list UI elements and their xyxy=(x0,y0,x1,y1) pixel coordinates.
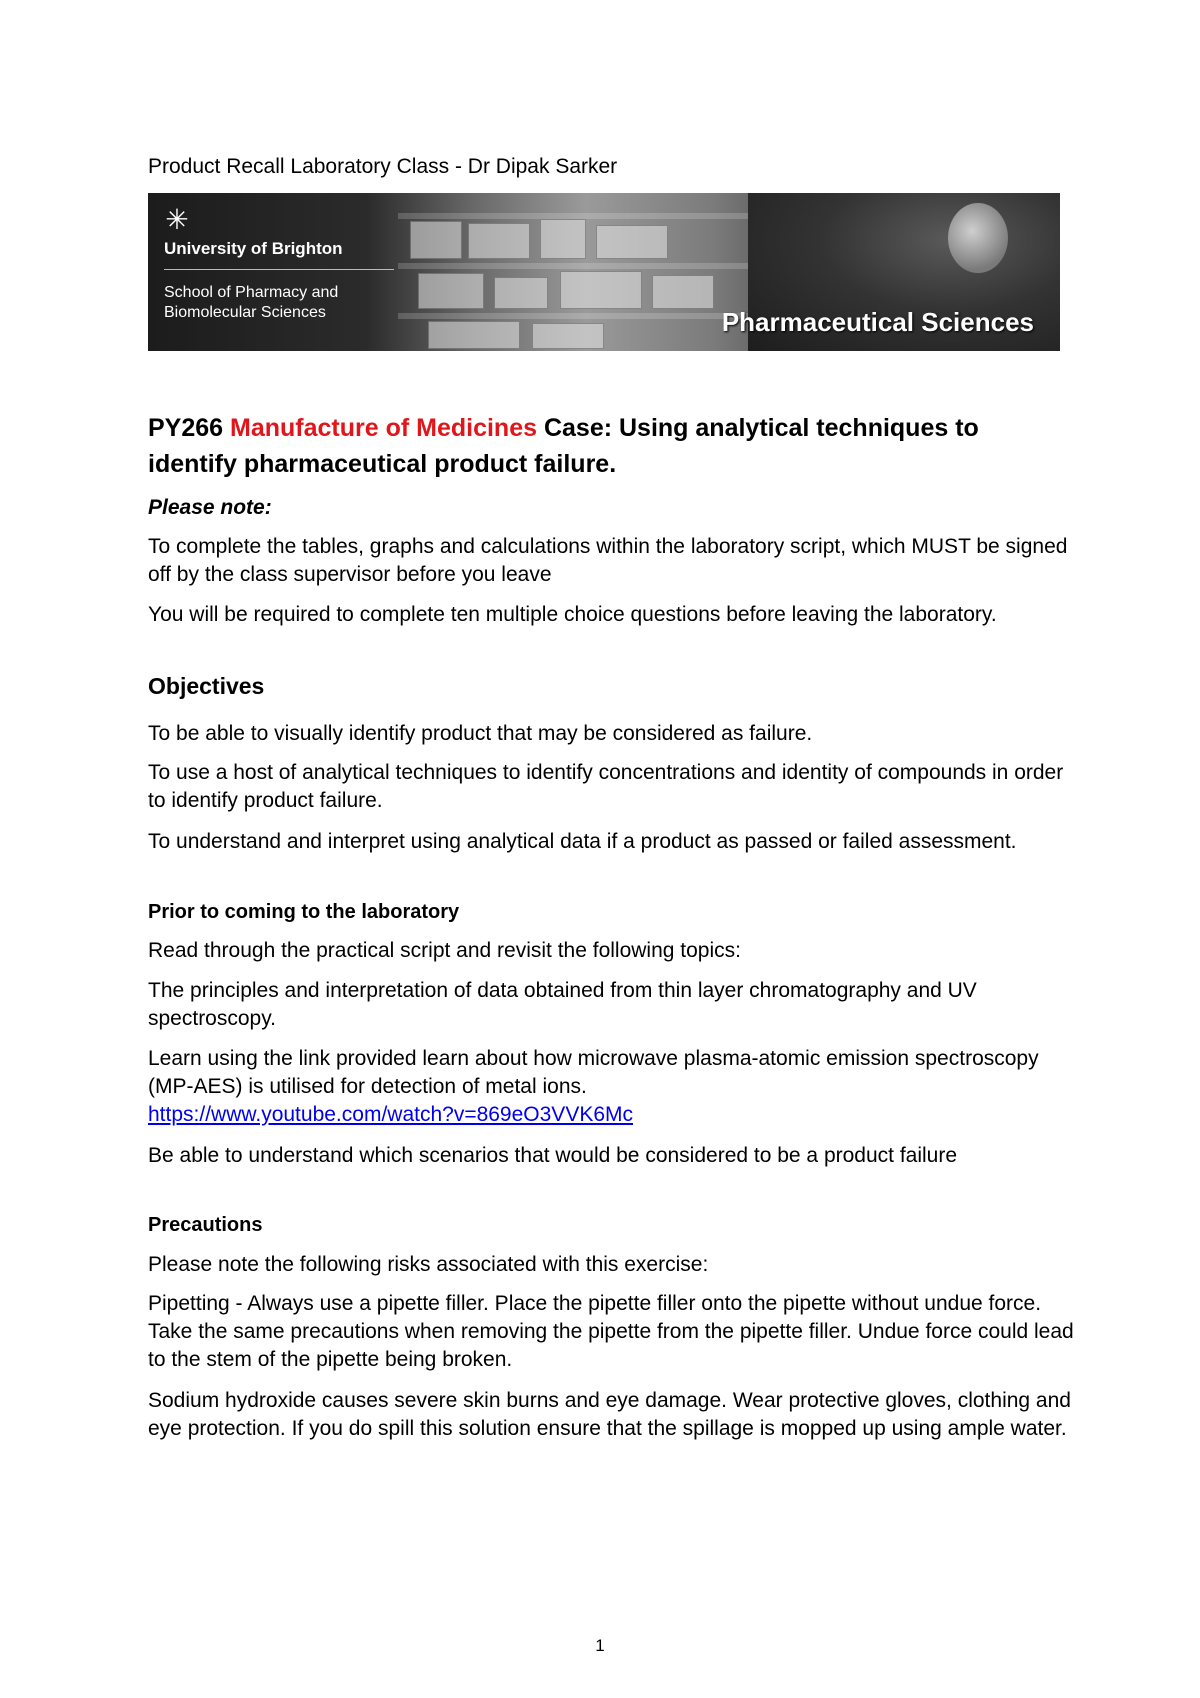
pharmacist-face xyxy=(948,203,1008,273)
objective-item: To use a host of analytical techniques to identify concentrations and identity of compounds in order to identify product failure. xyxy=(148,761,1064,812)
banner-divider xyxy=(164,269,394,270)
department-name: Pharmaceutical Sciences xyxy=(721,307,1034,337)
youtube-link[interactable]: https://www.youtube.com/watch?v=869eO3VVK6Mc xyxy=(148,1103,633,1126)
university-name: University of Brighton xyxy=(164,239,343,258)
objective-item: To be able to visually identify product that may be considered as failure. xyxy=(148,722,813,745)
prior-intro: Read through the practical script and revisit the following topics: xyxy=(148,939,741,962)
precautions-paragraph-2: Sodium hydroxide causes severe skin burns and eye damage. Wear protective gloves, clothing and eye protection. If you do spill this solution ensure that the spillage is mopped up using ample water. xyxy=(148,1389,1071,1440)
prior-heading: Prior to coming to the laboratory xyxy=(148,901,460,923)
prior-topic-3: Be able to understand which scenarios that would be considered to be a product failure xyxy=(148,1144,958,1167)
title-highlight: Manufacture of Medicines xyxy=(230,414,538,442)
banner-image xyxy=(148,193,1060,351)
title-code: PY266 xyxy=(148,414,231,442)
school-name xyxy=(164,283,404,323)
page-title xyxy=(148,410,1068,482)
prior-topic-2 xyxy=(148,1045,1078,1129)
precautions-intro: Please note the following risks associated with this exercise: xyxy=(148,1253,709,1276)
school-line-2: Biomolecular Sciences xyxy=(164,304,326,321)
document-header: Product Recall Laboratory Class - Dr Dipak Sarker xyxy=(148,155,618,178)
objective-item: To understand and interpret using analytical data if a product as passed or failed assessment. xyxy=(148,830,1017,853)
note-heading: Please note: xyxy=(148,496,272,519)
precautions-paragraph-1: Pipetting - Always use a pipette filler. Place the pipette filler onto the pipette without undue force. Take the same precautions when removing the pipette from the pipette filler. Undue force could lead to the stem of the pipette being broken. xyxy=(148,1292,1074,1371)
precautions-heading: Precautions xyxy=(148,1214,263,1236)
prior-topic-2-text: Learn using the link provided learn about how microwave plasma-atomic emission spectroscopy (MP-AES) is utilised for detection of metal ions. xyxy=(148,1047,1039,1098)
star-logo-icon: ✳ xyxy=(165,204,189,235)
prior-topic-1: The principles and interpretation of data obtained from thin layer chromatography and UV spectroscopy. xyxy=(148,979,977,1030)
page-number: 1 xyxy=(595,1636,605,1655)
title-rest: Case: Using analytical techniques to identify pharmaceutical product failure. xyxy=(148,414,979,478)
note-paragraph-1: To complete the tables, graphs and calculations within the laboratory script, which MUST be signed off by the class supervisor before you leave xyxy=(148,535,1068,586)
note-paragraph-2: You will be required to complete ten multiple choice questions before leaving the laboratory. xyxy=(148,603,997,626)
school-line-1: School of Pharmacy and xyxy=(164,284,339,301)
objectives-heading: Objectives xyxy=(148,673,265,699)
